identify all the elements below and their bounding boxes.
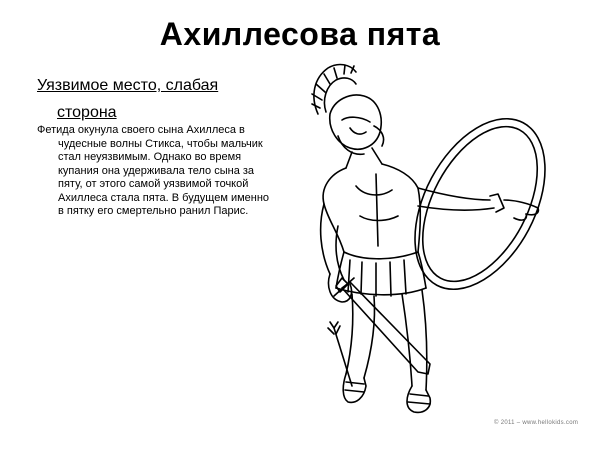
subtitle [37, 72, 247, 126]
subtitle-line-2: сторона [57, 104, 117, 121]
arrow-icon [328, 322, 352, 386]
story-paragraph [37, 124, 277, 219]
left-arm-icon [418, 188, 538, 220]
copyright-text: © 2011 – www.hellokids.com [494, 420, 579, 426]
page-title: Ахиллесова пята [159, 16, 441, 52]
helmet-icon [330, 95, 384, 154]
subtitle-line-1: Уязвимое место, слабая [37, 77, 219, 94]
achilles-illustration-icon [290, 56, 595, 431]
story-first-line: Фетида окунула своего сына Ахиллеса в [37, 124, 245, 136]
story-continuation: чудесные волны Стикса, чтобы мальчик стал неуязвимым. Однако во время купания она удерживала тело сына за пяту, от этого самой уязвимой точкой Ахиллеса стала пята. В будущем именно в пятку его смертельно ранил Парис. [58, 137, 270, 217]
torso-icon [323, 148, 420, 259]
shield-icon [388, 97, 572, 311]
sandals-icon [343, 374, 430, 412]
